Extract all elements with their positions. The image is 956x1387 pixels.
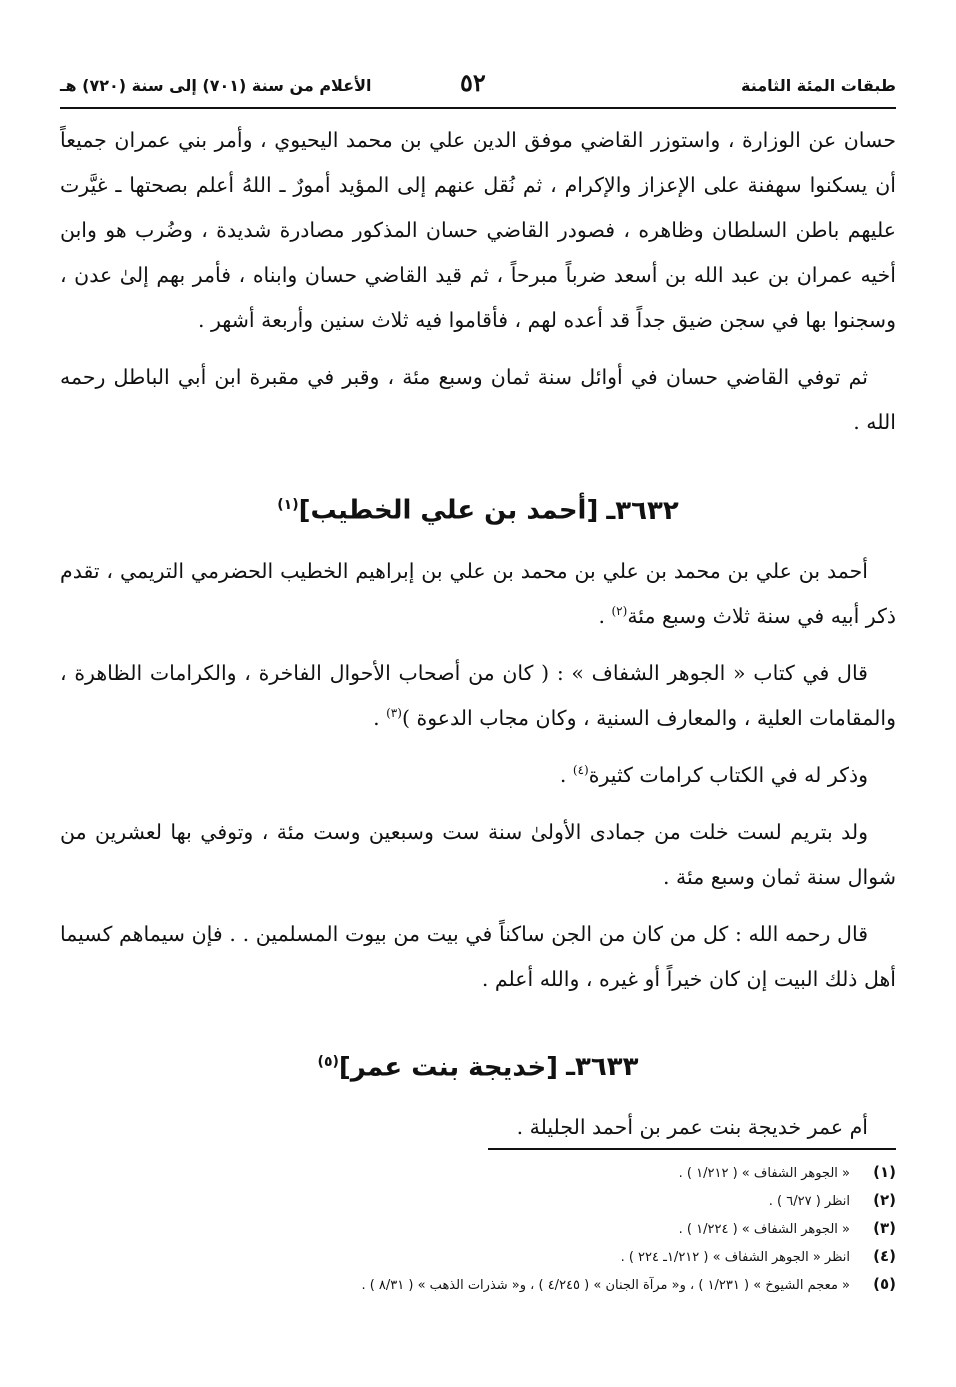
footnote-ref: (١) (277, 497, 299, 513)
footnotes (60, 1163, 896, 1303)
entry1-karamat (60, 753, 896, 798)
entry-number: ٣٦٣٣ـ (566, 1052, 639, 1083)
footnote-item (60, 1247, 896, 1275)
footnote-text: انظر « الجوهر الشفاف » ( ١/٢١٢ـ ٢٢٤ ) . (620, 1250, 850, 1265)
footnote-number: (٢) (873, 1191, 896, 1209)
entry1-birth-death: ولد بتريم لست خلت من جمادى الأولىٰ سنة ست وسبعين وست مئة ، وتوفي بها لعشرين من شوال سنة ثمان وسبع مئة . (60, 819, 896, 889)
entry-heading-3632 (60, 485, 896, 531)
footnote-number: (١) (873, 1163, 896, 1181)
footnote-text: « الجوهر الشفاف » ( ١/٢٢٤ ) . (678, 1222, 850, 1237)
footnote-number: (٣) (873, 1219, 896, 1237)
header-divider (60, 107, 896, 109)
header-year-range: الأعلام من سنة (٧٠١) إلى سنة (٧٢٠) هـ (60, 76, 372, 95)
page-number: ٥٢ (460, 68, 486, 97)
footnote-item (60, 1219, 896, 1247)
sentence-end: . (559, 762, 573, 787)
footnote-ref: (٤) (572, 762, 589, 777)
entry1-quote (60, 651, 896, 741)
footnote-item (60, 1275, 896, 1303)
entry-number: ٣٦٣٢ـ (606, 495, 679, 526)
footnote-number: (٥) (873, 1275, 896, 1293)
entry1-lineage-text: أحمد بن علي بن محمد بن علي بن محمد بن علي بن إبراهيم الخطيب الحضرمي التريمي ، تقدم ذكر أبيه في سنة ثلاث وسبع مئة (60, 558, 896, 628)
footnote-item (60, 1163, 896, 1191)
entry2-lineage: أم عمر خديجة بنت عمر بن أحمد الجليلة . (516, 1115, 868, 1140)
footnote-text: « الجوهر الشفاف » ( ١/٢١٢ ) . (678, 1166, 850, 1181)
footnote-number: (٤) (873, 1247, 896, 1265)
header-section-title: طبقات المئة الثامنة (741, 76, 896, 95)
footnote-ref: (٥) (317, 1053, 339, 1070)
footnote-item (60, 1191, 896, 1219)
entry1-karamat-text: وذكر له في الكتاب كرامات كثيرة (588, 762, 868, 787)
entry1-lineage (60, 549, 896, 639)
entry-heading-3633 (60, 1042, 896, 1088)
sentence-end: . (598, 603, 612, 628)
footnote-divider (488, 1148, 896, 1150)
entry1-saying: قال رحمه الله : كل من كان من الجن ساكناً في بيت من بيوت المسلمين . . فإن سيماهم كسيما أهل ذلك البيت إن كان خيراً أو غيره ، والله أعلم . (60, 921, 896, 991)
footnote-text: انظر ( ٦/٢٧ ) . (768, 1194, 850, 1209)
entry-title: [خديجة بنت عمر] (338, 1052, 559, 1083)
paragraph-burial: ثم توفي القاضي حسان في أوائل سنة ثمان وسبع مئة ، وقبر في مقبرة ابن أبي الباطل رحمه الله . (60, 365, 896, 434)
running-header (60, 68, 896, 104)
main-text (60, 118, 896, 1162)
sentence-end: . (373, 705, 387, 730)
footnote-ref: (٢) (611, 603, 628, 618)
footnote-text: « معجم الشيوخ » ( ١/٢٣١ ) ، و« مرآة الجنان » ( ٤/٢٤٥ ) ، و« شذرات الذهب » ( ٨/٣١ ) . (361, 1278, 850, 1293)
footnote-ref: (٣) (386, 705, 402, 720)
entry1-quote-text: قال في كتاب « الجوهر الشفاف » : ( كان من أصحاب الأحوال الفاخرة ، والكرامات الظاهرة ، والمقامات العلية ، والمعارف السنية ، وكان مجاب الدعوة ) (60, 660, 896, 730)
paragraph-continuation: حسان عن الوزارة ، واستوزر القاضي موفق الدين علي بن محمد اليحيوي ، وأمر بني عمران جميعاً أن يسكنوا سهفنة على الإعزاز والإكرام ، ثم نُقل عنهم إلى المؤيد أمورٌ ـ اللهُ أعلم بصحتها ـ غيَّرت عليهم باطن السلطان وظاهره ، فصودر القاضي حسان المذكور مصادرة شديدة ، وضُرب هو وابن أخيه عمران بن عبد الله بن أسعد ضرباً مبرحاً ، ثم قيد القاضي حسان وابناه ، فأمر بهم إلىٰ عدن ، وسجنوا بها في سجن ضيق جداً قد أعده لهم ، فأقاموا فيه ثلاث سنين وأربعة أشهر . (60, 128, 896, 332)
entry-title: [أحمد بن علي الخطيب] (298, 495, 599, 526)
